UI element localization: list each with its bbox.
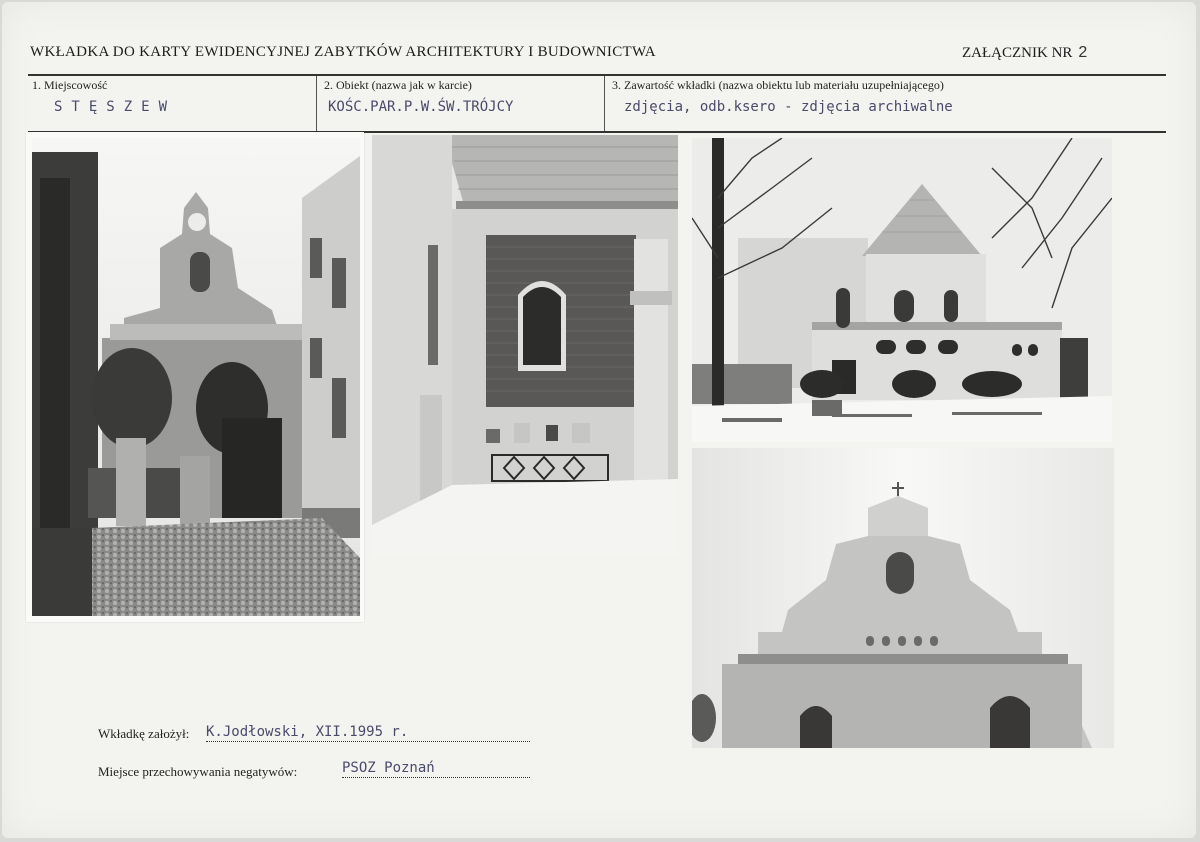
photo-gable-detail	[692, 448, 1114, 748]
annex-label-text: ZAŁĄCZNIK NR	[962, 45, 1073, 61]
field-divider-1	[316, 76, 317, 131]
negatives-location-label: Miejsce przechowywania negatywów:	[98, 764, 298, 779]
photo-winter-church	[692, 138, 1112, 442]
photo-brick-wall-window	[372, 135, 678, 557]
founder-value: K.Jodłowski, XII.1995 r.	[206, 724, 530, 742]
founder-label: Wkładkę założył:	[98, 726, 190, 741]
locality-label: 1. Miejscowość	[32, 78, 108, 92]
photo-archival-street-view	[32, 138, 360, 616]
field-divider-2	[604, 76, 605, 131]
object-value: KOŚC.PAR.P.W.ŚW.TRÓJCY	[328, 99, 514, 115]
contents-value: zdjęcia, odb.ksero - zdjęcia archiwalne	[624, 99, 953, 115]
locality-value: STĘSZEW	[54, 99, 177, 115]
annex-label	[962, 44, 1087, 62]
record-sheet	[2, 2, 1196, 838]
annex-number: 2	[1078, 44, 1088, 61]
object-label: 2. Obiekt (nazwa jak w karcie)	[324, 78, 472, 92]
negatives-location-value: PSOZ Poznań	[342, 760, 530, 778]
header-rule-top	[28, 74, 1166, 76]
contents-label: 3. Zawartość wkładki (nazwa obiektu lub materiału uzupełniającego)	[612, 78, 944, 92]
form-title: WKŁADKA DO KARTY EWIDENCYJNEJ ZABYTKÓW ARCHITEKTURY I BUDOWNICTWA	[30, 44, 656, 60]
